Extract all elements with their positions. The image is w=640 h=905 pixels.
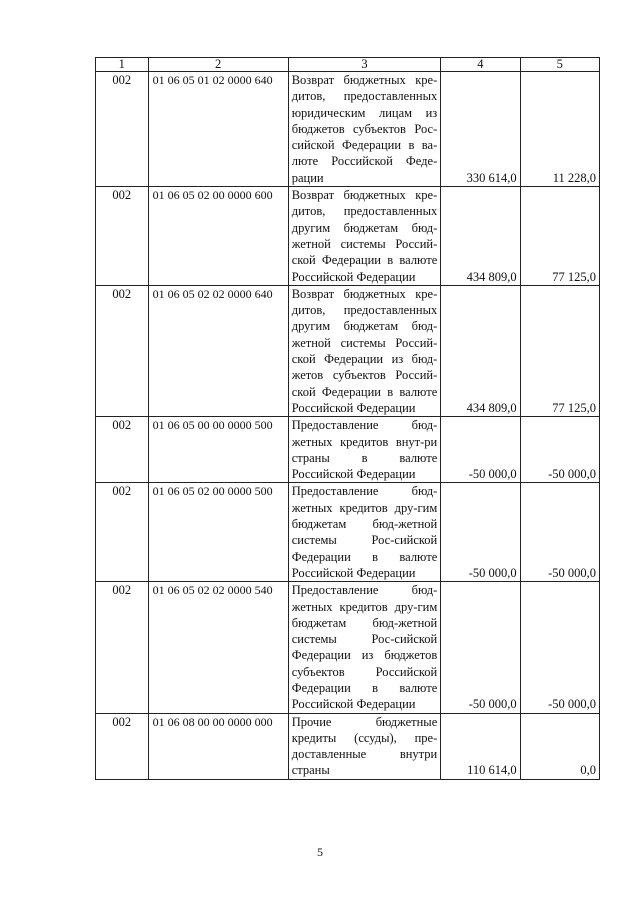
table-row (96, 483, 600, 582)
column-number-row (96, 58, 600, 72)
column-number: 4 (441, 58, 520, 72)
source-code: 01 06 05 02 00 0000 500 (148, 483, 288, 582)
table-row (96, 582, 600, 713)
source-code: 01 06 05 02 00 0000 600 (148, 187, 288, 286)
admin-code: 002 (96, 285, 149, 416)
amount-col5: -50 000,0 (520, 417, 599, 483)
source-code: 01 06 08 00 00 0000 000 (148, 713, 288, 779)
admin-code: 002 (96, 483, 149, 582)
amount-col5: -50 000,0 (520, 483, 599, 582)
amount-col4: 434 809,0 (441, 187, 520, 286)
source-code: 01 06 05 01 02 0000 640 (148, 72, 288, 187)
column-number: 1 (96, 58, 149, 72)
amount-col4: 434 809,0 (441, 285, 520, 416)
source-code: 01 06 05 00 00 0000 500 (148, 417, 288, 483)
column-number: 3 (288, 58, 441, 72)
amount-col4: 330 614,0 (441, 72, 520, 187)
column-number: 5 (520, 58, 599, 72)
table-row (96, 713, 600, 779)
table-row (96, 285, 600, 416)
admin-code: 002 (96, 582, 149, 713)
amount-col5: 11 228,0 (520, 72, 599, 187)
source-name: Предоставление бюд-жетных кредитов дру-гим бюджетам бюд-жетной системы Рос-сийской Федерации в валюте Российской Федерации (288, 483, 441, 582)
source-name: Возврат бюджетных кре-дитов, предоставленных юридическим лицам из бюджетов субъектов Рос-сийской Федерации в ва-люте Российской Феде-рации (288, 72, 441, 187)
source-name: Предоставление бюд-жетных кредитов внут-ри страны в валюте Российской Федерации (288, 417, 441, 483)
amount-col4: 110 614,0 (441, 713, 520, 779)
amount-col4: -50 000,0 (441, 483, 520, 582)
source-code: 01 06 05 02 02 0000 640 (148, 285, 288, 416)
amount-col5: 77 125,0 (520, 285, 599, 416)
column-number: 2 (148, 58, 288, 72)
admin-code: 002 (96, 187, 149, 286)
amount-col5: 77 125,0 (520, 187, 599, 286)
amount-col4: -50 000,0 (441, 417, 520, 483)
page-number: 5 (317, 845, 323, 859)
amount-col5: 0,0 (520, 713, 599, 779)
amount-col4: -50 000,0 (441, 582, 520, 713)
source-name: Предоставление бюд-жетных кредитов дру-гим бюджетам бюд-жетной системы Рос-сийской Федерации из бюджетов субъектов Российской Федерации в валюте Российской Федерации (288, 582, 441, 713)
source-name: Прочие бюджетные кредиты (ссуды), пре-доставленные внутри страны (288, 713, 441, 779)
table-row (96, 187, 600, 286)
source-name: Возврат бюджетных кре-дитов, предоставленных другим бюджетам бюд-жетной системы Россий-ской Федерации в валюте Российской Федерации (288, 187, 441, 286)
table-row (96, 417, 600, 483)
admin-code: 002 (96, 417, 149, 483)
amount-col5: -50 000,0 (520, 582, 599, 713)
admin-code: 002 (96, 713, 149, 779)
admin-code: 002 (96, 72, 149, 187)
table-row (96, 72, 600, 187)
source-code: 01 06 05 02 02 0000 540 (148, 582, 288, 713)
source-name: Возврат бюджетных кре-дитов, предоставленных другим бюджетам бюд-жетной системы Россий-ской Федерации из бюд-жетов субъектов Россий-ской Федерации в валюте Российской Федерации (288, 285, 441, 416)
budget-sources-table (95, 57, 600, 780)
